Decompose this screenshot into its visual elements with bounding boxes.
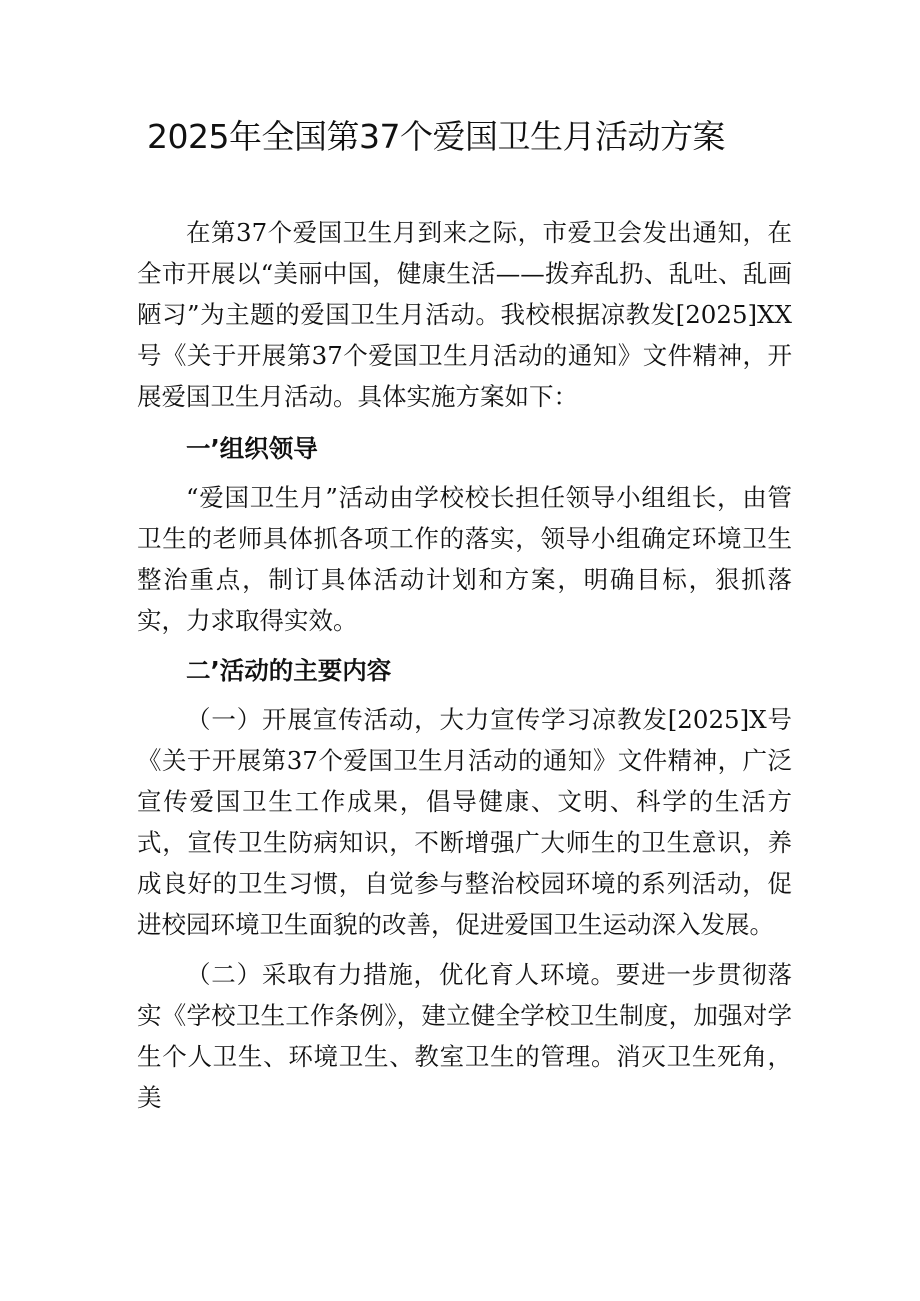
intro-paragraph: 在第37个爱国卫生月到来之际，市爱卫会发出通知，在全市开展以“美丽中国，健康生活——拨弃乱扔、乱吐、乱画陋习”为主题的爱国卫生月活动。我校根据凉教发[2025]XX号《关于开展第37个爱国卫生月活动的通知》文件精神，开展爱国卫生月活动。具体实施方案如下： (137, 218, 792, 411)
section-heading-activities: 二’活动的主要内容 (186, 656, 392, 685)
section-paragraph: （一）开展宣传活动，大力宣传学习凉教发[2025]X号《关于开展第37个爱国卫生月活动的通知》文件精神，广泛宣传爱国卫生工作成果，倡导健康、文明、科学的生活方式，宣传卫生防病知识，不断增强广大师生的卫生意识，养成良好的卫生习惯，自觉参与整治校园环境的系列活动，促进校园环境卫生面貌的改善，促进爱国卫生运动深入发展。 (137, 705, 792, 939)
section-heading-organization: 一’组织领导 (186, 434, 318, 463)
section-paragraph: “爱国卫生月”活动由学校校长担任领导小组组长，由管卫生的老师具体抓各项工作的落实，领导小组确定环境卫生整治重点，制订具体活动计划和方案，明确目标，狠抓落实，力求取得实效。 (137, 483, 792, 635)
document-title: 2025年全国第37个爱国卫生月活动方案 (147, 117, 725, 156)
document-body (137, 212, 792, 1118)
section-paragraph: （二）采取有力措施，优化育人环境。要进一步贯彻落实《学校卫生工作条例》，建立健全学校卫生制度，加强对学生个人卫生、环境卫生、教室卫生的管理。消灭卫生死角，美 (137, 960, 792, 1112)
